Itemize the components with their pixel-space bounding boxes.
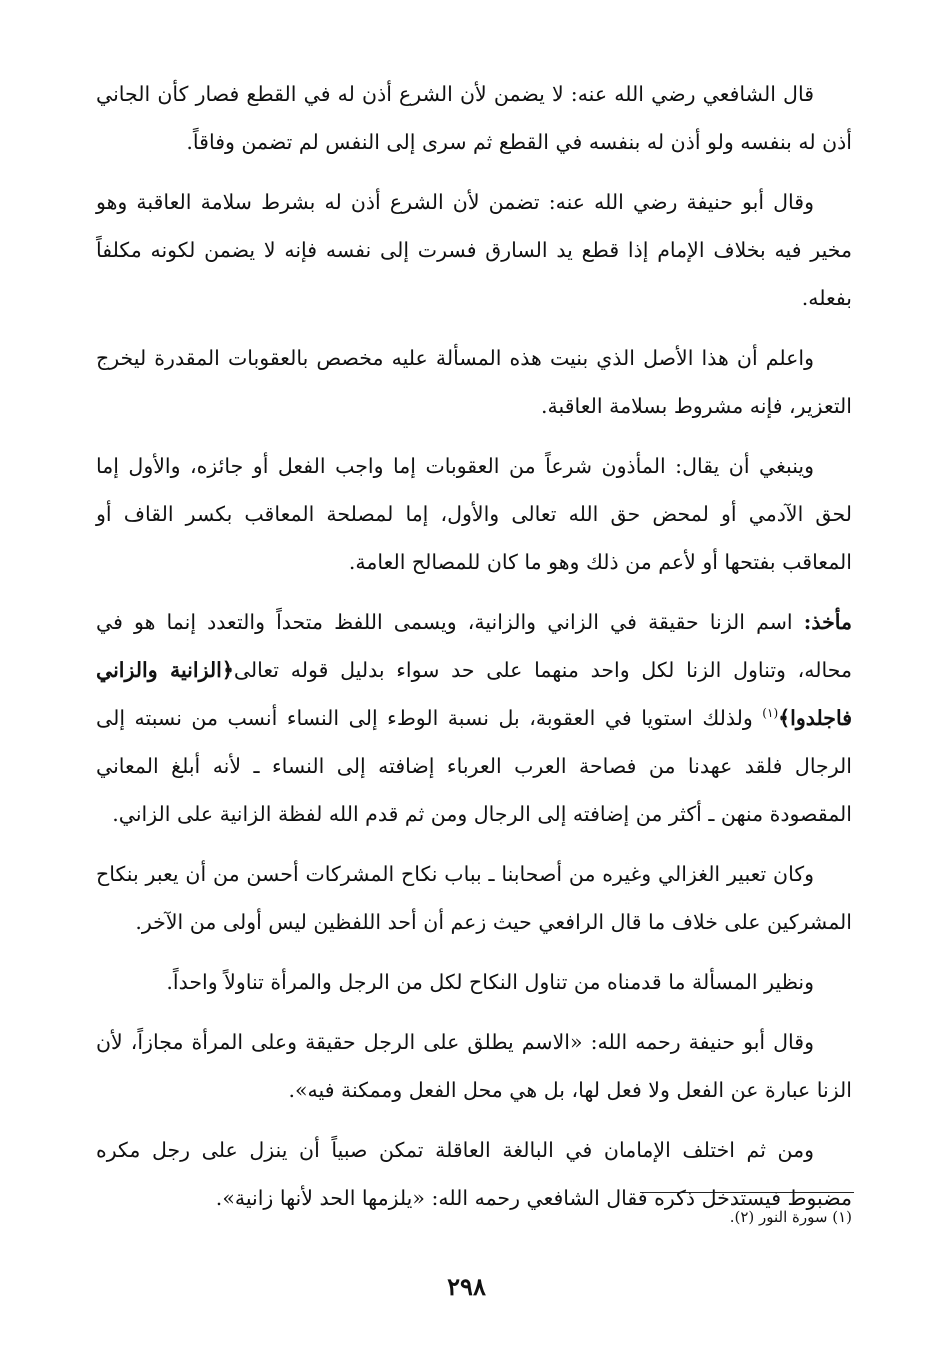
paragraph-abu-hanifa-quote: وقال أبو حنيفة رحمه الله: «الاسم يطلق على الرجل حقيقة وعلى المرأة مجازاً، لأن الزنا عبارة عن الفعل ولا فعل لها، بل هي محل الفعل وممكنة فيه». [96, 1030, 852, 1102]
paragraph-makhadh [96, 598, 852, 838]
paragraph-ghazali-wording: وكان تعبير الغزالي وغيره من أصحابنا ـ بباب نكاح المشركات أحسن من أن يعبر بنكاح المشركين على خلاف ما قال الرافعي حيث زعم أن أحد اللفظين ليس أولى من الآخر. [96, 862, 852, 934]
makhadh-text-part-1: اسم الزنا حقيقة في الزاني والزانية، ويسمى اللفظ متحداً والتعدد إنما هو في محاله، وتناول الزنا لكل واحد منهما على حد سواء بدليل قوله تعالى [96, 610, 852, 682]
paragraph-principle-note: واعلم أن هذا الأصل الذي بنيت هذه المسألة عليه مخصص بالعقوبات المقدرة ليخرج التعزير، فإنه مشروط بسلامة العاقبة. [96, 346, 852, 418]
footnote-divider [640, 1192, 854, 1193]
makhadh-heading: مأخذ: [803, 610, 852, 634]
paragraph-imams-disagreement: ومن ثم اختلف الإمامان في البالغة العاقلة تمكن صبياً أن ينزل على رجل مكره مضبوط فيستدخل ذكره فقال الشافعي رحمه الله: «يلزمها الحد لأنها زانية». [96, 1138, 852, 1210]
paragraph-permitted-punishments: وينبغي أن يقال: المأذون شرعاً من العقوبات إما واجب الفعل أو جائزه، والأول إما لحق الآدمي أو لمحض حق الله تعالى والأول، إما لمصلحة المعاقب بكسر القاف أو المعاقب بفتحها أو لأعم من ذلك وهو ما كان للمصالح العامة. [96, 454, 852, 574]
page-number: ٢٩٨ [447, 1272, 486, 1301]
quran-verse-quote: ﴿الزانية والزاني فاجلدوا﴾ [96, 658, 852, 730]
makhadh-text-part-2: ولذلك استويا في العقوبة، بل نسبة الوطء إلى النساء أنسب من نسبته إلى الرجال فلقد عهدنا من فصاحة العرب العرباء إضافته إلى النساء ـ لأنه أبلغ المعاني المقصودة منهن ـ أكثر من إضافته إلى الرجال ومن ثم قدم الله لفظة الزانية على الزاني. [96, 706, 852, 826]
paragraph-abu-hanifa-opinion: وقال أبو حنيفة رضي الله عنه: تضمن لأن الشرع أذن له بشرط سلامة العاقبة وهو مخير فيه بخلاف الإمام إذا قطع يد السارق فسرت إلى نفسه فإنه لا يضمن لكونه مكلفاً بفعله. [96, 190, 852, 310]
paragraph-shafii-opinion: قال الشافعي رضي الله عنه: لا يضمن لأن الشرع أذن له في القطع فصار كأن الجاني أذن له بنفسه ولو أذن له بنفسه في القطع ثم سرى إلى النفس لم تضمن وفاقاً. [96, 82, 852, 154]
footnote-text: (١) سورة النور (٢). [729, 1208, 852, 1226]
page-body-text [96, 70, 852, 1234]
paragraph-analogous-issue: ونظير المسألة ما قدمناه من تناول النكاح لكل من الرجل والمرأة تناولاً واحداً. [166, 970, 814, 994]
footnote-reference: (١) [762, 706, 779, 721]
